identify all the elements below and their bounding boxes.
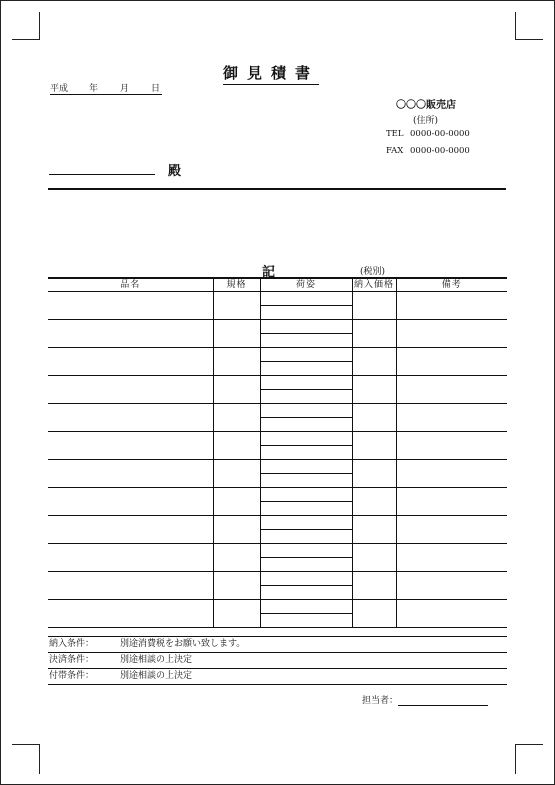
- item-name-cell[interactable]: [48, 488, 213, 516]
- fax-label: FAX: [386, 146, 404, 156]
- crop-mark-top-right: [515, 12, 543, 40]
- spec-cell[interactable]: [213, 320, 260, 348]
- spec-cell[interactable]: [213, 460, 260, 488]
- date-day: 日: [151, 84, 161, 94]
- seller-tel: [386, 129, 470, 139]
- price-cell[interactable]: [352, 376, 396, 404]
- packing-cell[interactable]: [260, 292, 352, 320]
- packing-subcell[interactable]: [261, 306, 352, 319]
- condition-delivery: [48, 637, 507, 653]
- remarks-cell[interactable]: [396, 460, 507, 488]
- seller-fax: [386, 146, 470, 156]
- remarks-cell[interactable]: [396, 292, 507, 320]
- price-cell[interactable]: [352, 432, 396, 460]
- spec-cell[interactable]: [213, 516, 260, 544]
- ki-heading: 記: [262, 265, 276, 280]
- packing-subcell[interactable]: [261, 446, 352, 459]
- crop-mark-top-left: [12, 12, 40, 40]
- condition-value: 別途相談の上決定: [120, 671, 193, 681]
- packing-subcell[interactable]: [261, 418, 352, 431]
- column-header-spec: 規格: [213, 278, 260, 292]
- item-name-cell[interactable]: [48, 376, 213, 404]
- spec-cell[interactable]: [213, 544, 260, 572]
- conditions: [48, 636, 507, 685]
- remarks-cell[interactable]: [396, 348, 507, 376]
- remarks-cell[interactable]: [396, 516, 507, 544]
- person-in-charge-label: 担当者：: [362, 696, 399, 706]
- remarks-cell[interactable]: [396, 320, 507, 348]
- date-line: [50, 81, 162, 95]
- remarks-cell[interactable]: [396, 544, 507, 572]
- condition-payment: [48, 653, 507, 669]
- packing-cell[interactable]: [260, 572, 352, 600]
- document-title: 御見積書: [223, 62, 319, 85]
- packing-cell[interactable]: [260, 376, 352, 404]
- date-year: 年: [89, 84, 99, 94]
- item-name-cell[interactable]: [48, 404, 213, 432]
- packing-subcell[interactable]: [261, 362, 352, 375]
- price-cell[interactable]: [352, 292, 396, 320]
- item-name-cell[interactable]: [48, 544, 213, 572]
- date-era: 平成: [50, 84, 69, 94]
- spec-cell[interactable]: [213, 600, 260, 628]
- packing-subcell[interactable]: [261, 474, 352, 487]
- packing-cell[interactable]: [260, 460, 352, 488]
- table-row: [48, 488, 507, 516]
- remarks-cell[interactable]: [396, 376, 507, 404]
- crop-mark-bottom-right: [515, 744, 543, 774]
- packing-subcell[interactable]: [261, 348, 352, 362]
- items-table: [48, 277, 507, 628]
- spec-cell[interactable]: [213, 292, 260, 320]
- packing-subcell[interactable]: [261, 390, 352, 403]
- condition-value: 別途消費税をお願い致します。: [120, 639, 246, 649]
- packing-cell[interactable]: [260, 320, 352, 348]
- table-row: [48, 404, 507, 432]
- crop-mark-bottom-left: [12, 744, 40, 774]
- price-cell[interactable]: [352, 488, 396, 516]
- tel-label: TEL: [386, 129, 404, 139]
- condition-additional: [48, 669, 507, 685]
- packing-cell[interactable]: [260, 432, 352, 460]
- column-header-price: 納入価格: [353, 280, 394, 290]
- spec-cell[interactable]: [213, 488, 260, 516]
- column-header-packing: 荷姿: [260, 278, 352, 292]
- packing-cell[interactable]: [260, 516, 352, 544]
- remarks-cell[interactable]: [396, 404, 507, 432]
- remarks-cell[interactable]: [396, 488, 507, 516]
- table-row: [48, 432, 507, 460]
- condition-value: 別途相談の上決定: [120, 655, 193, 665]
- price-cell[interactable]: [352, 404, 396, 432]
- item-name-cell[interactable]: [48, 600, 213, 628]
- condition-label: 納入条件：: [49, 639, 95, 649]
- items-body: [48, 292, 507, 628]
- packing-subcell[interactable]: [261, 432, 352, 446]
- item-name-cell[interactable]: [48, 516, 213, 544]
- seller-name: 〇〇〇販売店: [396, 100, 456, 111]
- table-row: [48, 572, 507, 600]
- table-row: [48, 348, 507, 376]
- date-month: 月: [120, 84, 130, 94]
- packing-cell[interactable]: [260, 348, 352, 376]
- spec-cell[interactable]: [213, 432, 260, 460]
- remarks-cell[interactable]: [396, 572, 507, 600]
- packing-subcell[interactable]: [261, 544, 352, 558]
- addressee-field[interactable]: [49, 174, 155, 175]
- packing-subcell[interactable]: [261, 404, 352, 418]
- price-cell[interactable]: [352, 544, 396, 572]
- tel-number: 0000-00-0000: [410, 129, 470, 139]
- packing-subcell[interactable]: [261, 292, 352, 306]
- spec-cell[interactable]: [213, 348, 260, 376]
- table-row: [48, 460, 507, 488]
- price-cell[interactable]: [352, 600, 396, 628]
- packing-cell[interactable]: [260, 488, 352, 516]
- packing-subcell[interactable]: [261, 600, 352, 614]
- spec-cell[interactable]: [213, 404, 260, 432]
- table-row: [48, 600, 507, 628]
- item-name-cell[interactable]: [48, 460, 213, 488]
- packing-cell[interactable]: [260, 600, 352, 628]
- spec-cell[interactable]: [213, 572, 260, 600]
- packing-cell[interactable]: [260, 404, 352, 432]
- price-cell[interactable]: [352, 460, 396, 488]
- price-cell[interactable]: [352, 348, 396, 376]
- table-row: [48, 376, 507, 404]
- remarks-cell[interactable]: [396, 432, 507, 460]
- packing-subcell[interactable]: [261, 376, 352, 390]
- addressee-honorific: 殿: [168, 164, 182, 179]
- packing-subcell[interactable]: [261, 320, 352, 334]
- item-name-cell[interactable]: [48, 320, 213, 348]
- item-name-cell[interactable]: [48, 432, 213, 460]
- table-row: [48, 292, 507, 320]
- packing-subcell[interactable]: [261, 558, 352, 571]
- price-cell[interactable]: [352, 516, 396, 544]
- price-cell[interactable]: [352, 320, 396, 348]
- price-cell[interactable]: [352, 572, 396, 600]
- packing-subcell[interactable]: [261, 572, 352, 586]
- remarks-cell[interactable]: [396, 600, 507, 628]
- packing-subcell[interactable]: [261, 516, 352, 530]
- person-in-charge: [362, 693, 488, 706]
- spec-cell[interactable]: [213, 376, 260, 404]
- packing-subcell[interactable]: [261, 530, 352, 543]
- column-header-remarks: 備考: [396, 278, 507, 292]
- person-in-charge-field[interactable]: [398, 695, 488, 706]
- column-header-item-name: 品名: [48, 278, 213, 292]
- divider: [48, 188, 506, 190]
- seller-address: (住所): [413, 116, 439, 126]
- packing-cell[interactable]: [260, 544, 352, 572]
- condition-label: 決済条件：: [49, 655, 95, 665]
- tax-note: (税別): [360, 267, 386, 277]
- table-row: [48, 320, 507, 348]
- packing-subcell[interactable]: [261, 488, 352, 502]
- packing-subcell[interactable]: [261, 586, 352, 599]
- packing-subcell[interactable]: [261, 614, 352, 627]
- item-name-cell[interactable]: [48, 292, 213, 320]
- condition-label: 付帯条件：: [49, 671, 95, 681]
- table-row: [48, 544, 507, 572]
- packing-subcell[interactable]: [261, 460, 352, 474]
- fax-number: 0000-00-0000: [410, 146, 470, 156]
- table-row: [48, 516, 507, 544]
- item-name-cell[interactable]: [48, 572, 213, 600]
- item-name-cell[interactable]: [48, 348, 213, 376]
- packing-subcell[interactable]: [261, 502, 352, 515]
- packing-subcell[interactable]: [261, 334, 352, 347]
